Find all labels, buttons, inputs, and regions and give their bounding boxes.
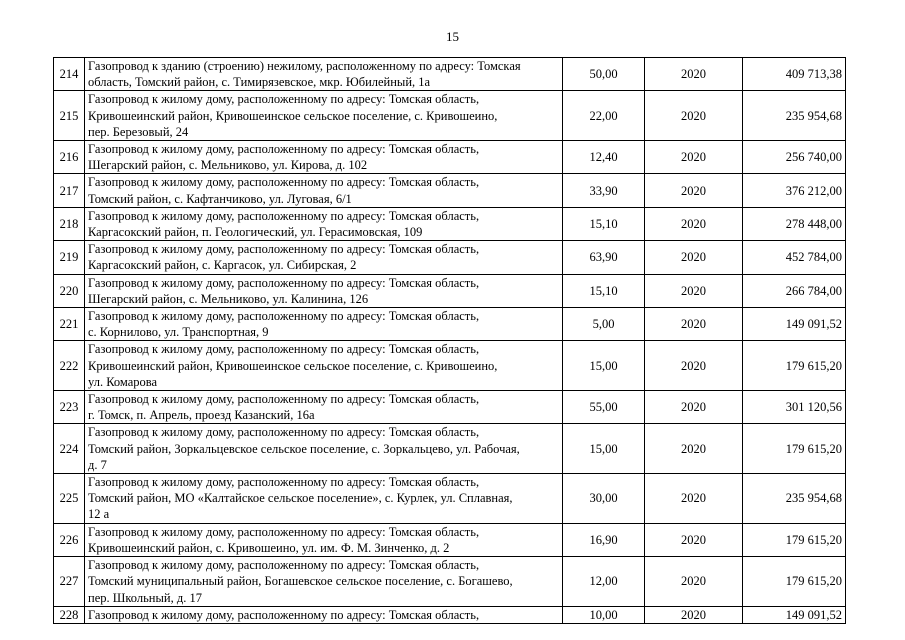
year-value: 2020 <box>645 241 743 274</box>
length-value: 15,10 <box>563 207 645 240</box>
year-value: 2020 <box>645 523 743 556</box>
row-number: 227 <box>54 557 85 607</box>
table-row <box>54 557 846 607</box>
cost-value: 149 091,52 <box>743 308 846 341</box>
cost-value: 235 954,68 <box>743 474 846 524</box>
object-description: Газопровод к жилому дому, расположенному по адресу: Томская область, Томский муниципальный район, Богашевское сельское поселение, с. Богашево, пер. Школьный, д. 17 <box>85 557 563 607</box>
cost-value: 179 615,20 <box>743 424 846 474</box>
cost-value: 179 615,20 <box>743 341 846 391</box>
object-description: Газопровод к зданию (строению) нежилому, расположенному по адресу: Томская область, Томский район, с. Тимирязевское, мкр. Юбилейный, 1а <box>85 58 563 91</box>
row-number: 223 <box>54 391 85 424</box>
object-description: Газопровод к жилому дому, расположенному по адресу: Томская область, Томский район, Зоркальцевское сельское поселение, с. Зоркальцево, ул. Рабочая, д. 7 <box>85 424 563 474</box>
cost-value: 179 615,20 <box>743 557 846 607</box>
object-description: Газопровод к жилому дому, расположенному по адресу: Томская область, Томский район, МО «Калтайское сельское поселение», с. Курлек, ул. Сплавная, 12 а <box>85 474 563 524</box>
table-row <box>54 606 846 623</box>
cost-value: 149 091,52 <box>743 606 846 623</box>
object-description: Газопровод к жилому дому, расположенному по адресу: Томская область, Каргасокский район, п. Геологический, ул. Герасимовская, 109 <box>85 207 563 240</box>
row-number: 222 <box>54 341 85 391</box>
length-value: 16,90 <box>563 523 645 556</box>
table-row <box>54 391 846 424</box>
length-value: 63,90 <box>563 241 645 274</box>
row-number: 218 <box>54 207 85 240</box>
row-number: 216 <box>54 141 85 174</box>
table-row <box>54 523 846 556</box>
length-value: 12,00 <box>563 557 645 607</box>
cost-value: 235 954,68 <box>743 91 846 141</box>
cost-value: 409 713,38 <box>743 58 846 91</box>
year-value: 2020 <box>645 91 743 141</box>
length-value: 33,90 <box>563 174 645 207</box>
row-number: 228 <box>54 606 85 623</box>
length-value: 55,00 <box>563 391 645 424</box>
object-description: Газопровод к жилому дому, расположенному по адресу: Томская область, Кривошеинский район, Кривошеинское сельское поселение, с. Кривошеино, пер. Березовый, 24 <box>85 91 563 141</box>
row-number: 219 <box>54 241 85 274</box>
row-number: 226 <box>54 523 85 556</box>
year-value: 2020 <box>645 557 743 607</box>
table-body <box>54 58 846 624</box>
table-row <box>54 207 846 240</box>
length-value: 5,00 <box>563 308 645 341</box>
table-row <box>54 241 846 274</box>
table-row <box>54 141 846 174</box>
cost-value: 266 784,00 <box>743 274 846 307</box>
year-value: 2020 <box>645 341 743 391</box>
row-number: 225 <box>54 474 85 524</box>
table-row <box>54 341 846 391</box>
table-row <box>54 91 846 141</box>
object-description: Газопровод к жилому дому, расположенному по адресу: Томская область, Шегарский район, с. Мельниково, ул. Кирова, д. 102 <box>85 141 563 174</box>
table-row <box>54 424 846 474</box>
object-description: Газопровод к жилому дому, расположенному по адресу: Томская область, Кривошеинский район, Кривошеинское сельское поселение, с. Кривошеино, ул. Комарова <box>85 341 563 391</box>
row-number: 217 <box>54 174 85 207</box>
year-value: 2020 <box>645 474 743 524</box>
year-value: 2020 <box>645 58 743 91</box>
cost-value: 179 615,20 <box>743 523 846 556</box>
length-value: 10,00 <box>563 606 645 623</box>
cost-value: 452 784,00 <box>743 241 846 274</box>
object-description: Газопровод к жилому дому, расположенному по адресу: Томская область, г. Томск, п. Апрель, проезд Казанский, 16а <box>85 391 563 424</box>
year-value: 2020 <box>645 207 743 240</box>
row-number: 214 <box>54 58 85 91</box>
object-description: Газопровод к жилому дому, расположенному по адресу: Томская область, <box>85 606 563 623</box>
length-value: 50,00 <box>563 58 645 91</box>
cost-value: 301 120,56 <box>743 391 846 424</box>
object-description: Газопровод к жилому дому, расположенному по адресу: Томская область, с. Корнилово, ул. Транспортная, 9 <box>85 308 563 341</box>
row-number: 215 <box>54 91 85 141</box>
year-value: 2020 <box>645 274 743 307</box>
object-description: Газопровод к жилому дому, расположенному по адресу: Томская область, Каргасокский район, с. Каргасок, ул. Сибирская, 2 <box>85 241 563 274</box>
length-value: 15,00 <box>563 341 645 391</box>
length-value: 15,10 <box>563 274 645 307</box>
year-value: 2020 <box>645 174 743 207</box>
row-number: 221 <box>54 308 85 341</box>
length-value: 15,00 <box>563 424 645 474</box>
page-number: 15 <box>446 29 459 44</box>
property-registry-table <box>53 57 846 624</box>
object-description: Газопровод к жилому дому, расположенному по адресу: Томская область, Томский район, с. Кафтанчиково, ул. Луговая, 6/1 <box>85 174 563 207</box>
cost-value: 278 448,00 <box>743 207 846 240</box>
table-row <box>54 58 846 91</box>
length-value: 12,40 <box>563 141 645 174</box>
year-value: 2020 <box>645 391 743 424</box>
table-row <box>54 308 846 341</box>
table-row <box>54 274 846 307</box>
row-number: 220 <box>54 274 85 307</box>
year-value: 2020 <box>645 424 743 474</box>
table-row <box>54 174 846 207</box>
year-value: 2020 <box>645 308 743 341</box>
table-row <box>54 474 846 524</box>
year-value: 2020 <box>645 606 743 623</box>
cost-value: 256 740,00 <box>743 141 846 174</box>
row-number: 224 <box>54 424 85 474</box>
object-description: Газопровод к жилому дому, расположенному по адресу: Томская область, Шегарский район, с. Мельниково, ул. Калинина, 126 <box>85 274 563 307</box>
length-value: 22,00 <box>563 91 645 141</box>
cost-value: 376 212,00 <box>743 174 846 207</box>
object-description: Газопровод к жилому дому, расположенному по адресу: Томская область, Кривошеинский район, с. Кривошеино, ул. им. Ф. М. Зинченко, д. 2 <box>85 523 563 556</box>
year-value: 2020 <box>645 141 743 174</box>
length-value: 30,00 <box>563 474 645 524</box>
